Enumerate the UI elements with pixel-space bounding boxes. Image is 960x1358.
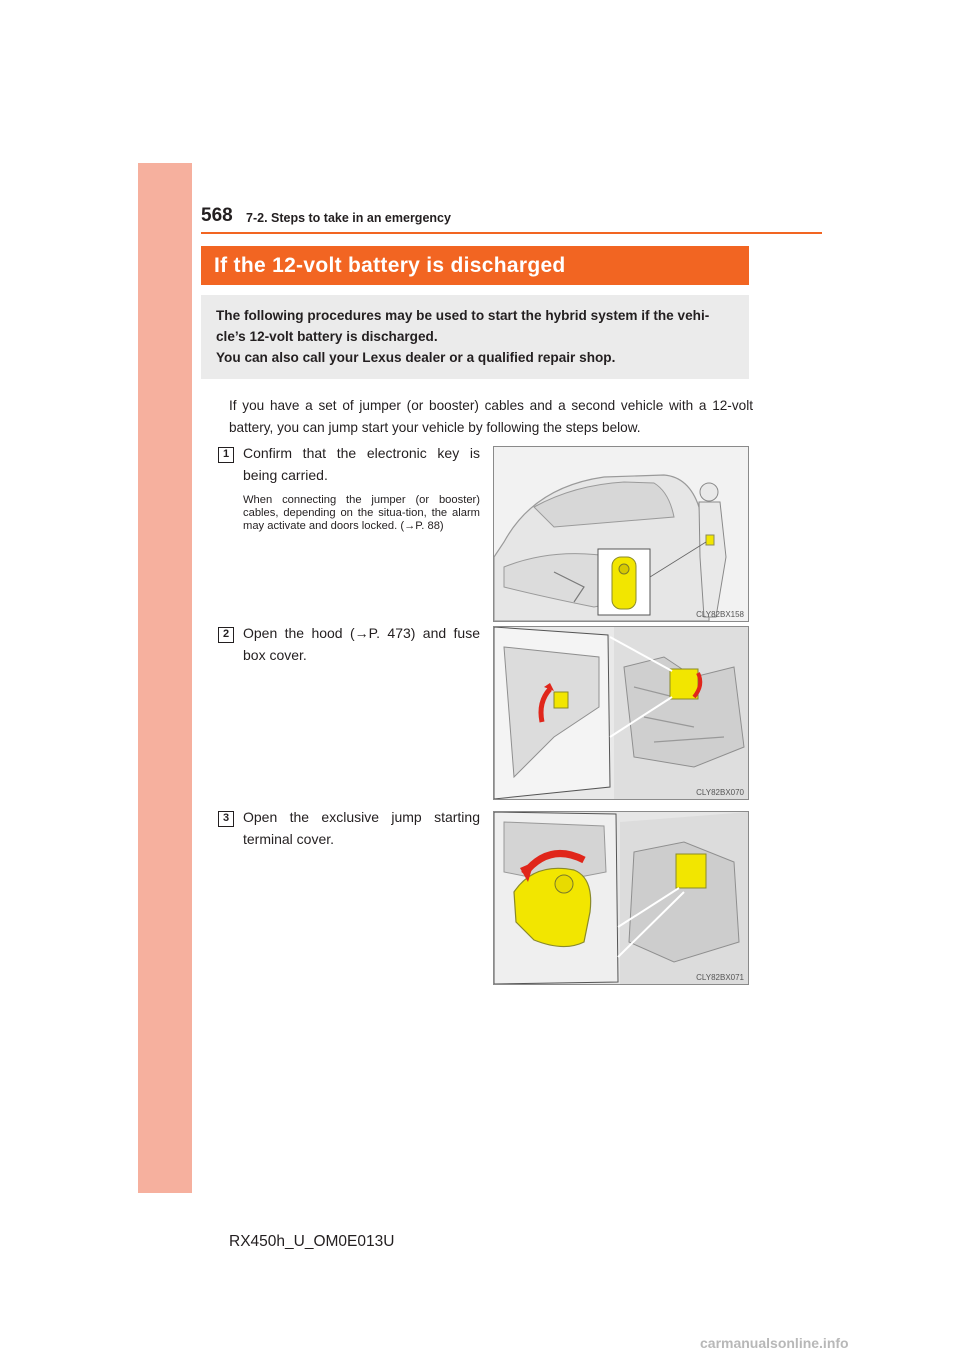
step-2-text: Open the hood (→P. 473) and fuse box cover. xyxy=(243,625,480,663)
figure-code: CLY82BX071 xyxy=(696,973,744,982)
figure-key-carried xyxy=(493,446,749,622)
jump-terminal-illustration xyxy=(494,812,748,984)
step-3-text: Open the exclusive jump starting terminal cover. xyxy=(243,809,480,847)
header-rule xyxy=(201,232,822,234)
step-number-badge: 3 xyxy=(218,811,234,827)
car-with-person-illustration xyxy=(494,447,748,621)
page-number: 568 xyxy=(201,205,233,226)
engine-bay-illustration xyxy=(494,627,748,799)
section-title: 7-2. Steps to take in an emergency xyxy=(246,211,451,225)
figure-fuse-box-cover xyxy=(493,626,749,800)
step-number-badge: 2 xyxy=(218,627,234,643)
chapter-sidebar-tab xyxy=(138,163,192,1193)
figure-code: CLY82BX158 xyxy=(696,610,744,619)
intro-line: You can also call your Lexus dealer or a qualified repair shop. xyxy=(216,350,616,365)
watermark: carmanualsonline.info xyxy=(700,1335,849,1351)
page-heading: If the 12-volt battery is discharged xyxy=(201,246,749,285)
intro-line: cle’s 12-volt battery is discharged. xyxy=(216,329,438,344)
step-1-text: Confirm that the electronic key is being carried. xyxy=(243,445,480,483)
body-paragraph xyxy=(229,395,753,439)
step-number-badge: 1 xyxy=(218,447,234,463)
intro-box xyxy=(201,295,749,379)
intro-line: The following procedures may be used to start the hybrid system if the vehi- xyxy=(216,308,710,323)
body-text: If you have a set of jumper (or booster) cables and a second vehicle with a 12-volt battery, you can jump start your vehicle by following the steps below. xyxy=(229,398,753,435)
footer-model-code: RX450h_U_OM0E013U xyxy=(229,1233,395,1250)
figure-code: CLY82BX070 xyxy=(696,788,744,797)
step-1-note: When connecting the jumper (or booster) cables, depending on the situa-tion, the alarm may activate and doors locked. (→P. 88) xyxy=(243,494,480,532)
figure-jump-terminal-cover xyxy=(493,811,749,985)
